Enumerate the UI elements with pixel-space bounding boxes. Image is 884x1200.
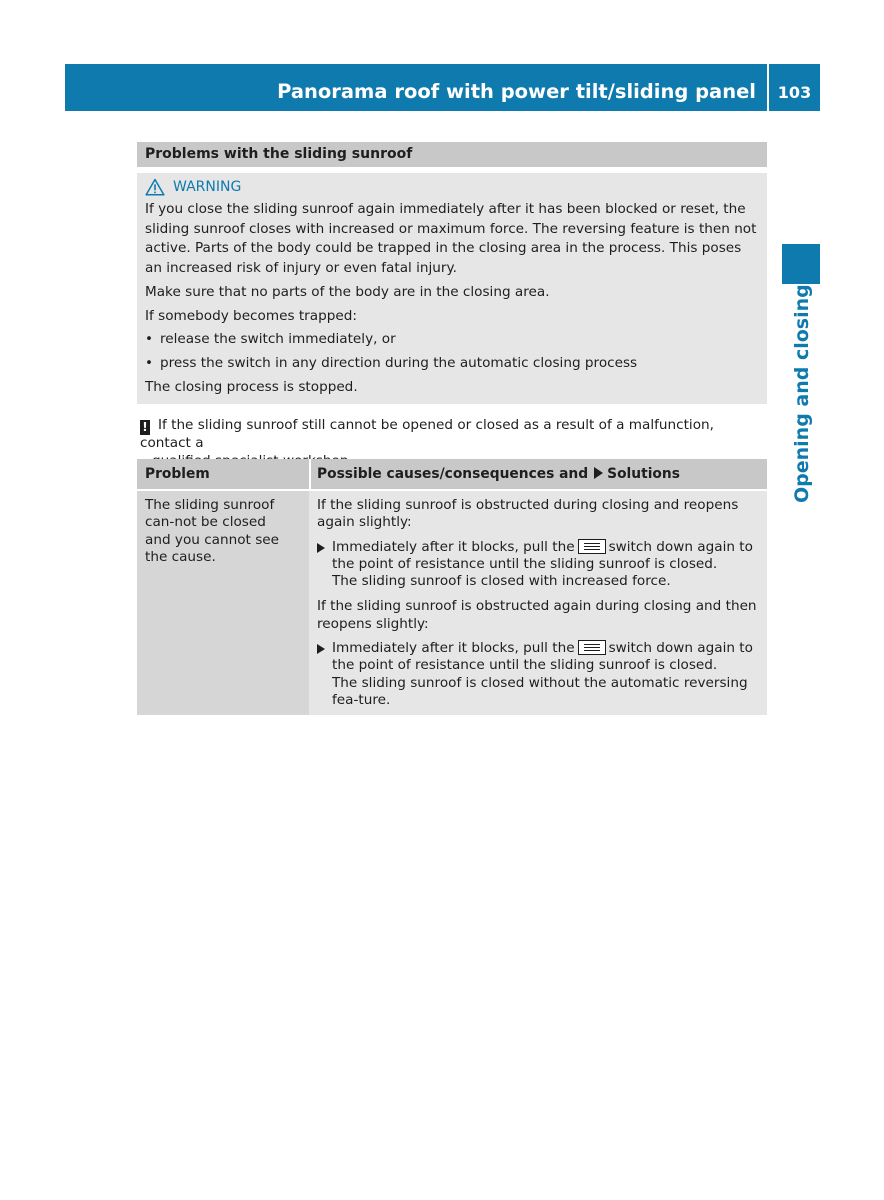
- warning-header: [145, 177, 759, 197]
- warning-label: WARNING: [173, 179, 242, 195]
- step-text-before: Immediately after it blocks, pull the: [332, 640, 575, 657]
- bullet-dot: •: [145, 354, 154, 371]
- problem-text: The sliding sunroof can-not be closed and you cannot see the cause.: [145, 497, 280, 565]
- step-text-before: Immediately after it blocks, pull the: [332, 538, 575, 555]
- solution-step: [317, 640, 761, 709]
- note-text: If the sliding sunroof still cannot be opened or closed as a result of a malfunction, contact a: [140, 417, 714, 451]
- page-number: 103: [777, 83, 812, 102]
- solution-step: [317, 539, 761, 591]
- step-text-after: switch down again to the point of resistance until the sliding sunroof is closed.: [332, 538, 753, 572]
- solution-step-body: [332, 539, 761, 591]
- page-title: Panorama roof with power tilt/sliding panel: [277, 80, 756, 103]
- warning-paragraph: If you close the sliding sunroof again immediately after it has been blocked or reset, the sliding sunroof closes with increased or maximum force. The reversing feature is then not active. Parts of the body could be trapped in the closing area in the process. This poses an increased risk of injury or even fatal injury.: [145, 201, 757, 277]
- warning-box: [137, 173, 767, 404]
- step-text-after: switch down again to the point of resistance until the sliding sunroof is closed.: [332, 640, 753, 674]
- exclamation-icon: !: [140, 420, 150, 435]
- cause-text: If the sliding sunroof is obstructed during closing and reopens again slightly:: [317, 497, 739, 531]
- list-item-text: release the switch immediately, or: [160, 331, 396, 348]
- column-header-problem: Problem: [137, 459, 309, 489]
- step-result: The sliding sunroof is closed without the automatic reversing fea-ture.: [332, 674, 748, 708]
- table-cell-problem: [137, 489, 309, 715]
- bullet-dot: •: [145, 331, 154, 348]
- column-header-causes-label: Possible causes/consequences and: [317, 466, 589, 482]
- list-item: [145, 330, 759, 350]
- sunroof-switch-icon: [578, 539, 606, 554]
- warning-trapped-intro: If somebody becomes trapped:: [145, 307, 357, 324]
- solution-step-body: [332, 640, 761, 709]
- chapter-tab-marker: [782, 244, 820, 284]
- list-item-text: press the switch in any direction during the automatic closing process: [160, 354, 638, 371]
- step-result: The sliding sunroof is closed with increased force.: [332, 573, 671, 590]
- column-header-solutions-label: Solutions: [607, 466, 680, 482]
- section-heading: Problems with the sliding sunroof: [137, 142, 767, 167]
- warning-conclusion: The closing process is stopped.: [145, 378, 358, 395]
- arrow-right-icon: [317, 539, 332, 591]
- cause-text: If the sliding sunroof is obstructed again during closing and then reopens slightly:: [317, 598, 757, 632]
- header-column-divider: [309, 459, 311, 489]
- troubleshooting-table: [137, 459, 767, 715]
- list-item: [145, 354, 759, 374]
- warning-instruction: Make sure that no parts of the body are in the closing area.: [145, 283, 550, 300]
- sunroof-switch-icon: [578, 640, 606, 655]
- page-header: [65, 64, 820, 111]
- table-cell-solutions: [309, 489, 767, 715]
- arrow-right-icon: [594, 467, 603, 479]
- chapter-side-label: Opening and closing: [791, 284, 813, 503]
- warning-triangle-icon: [145, 178, 165, 196]
- arrow-right-icon: [317, 640, 332, 709]
- column-header-causes: [309, 459, 767, 489]
